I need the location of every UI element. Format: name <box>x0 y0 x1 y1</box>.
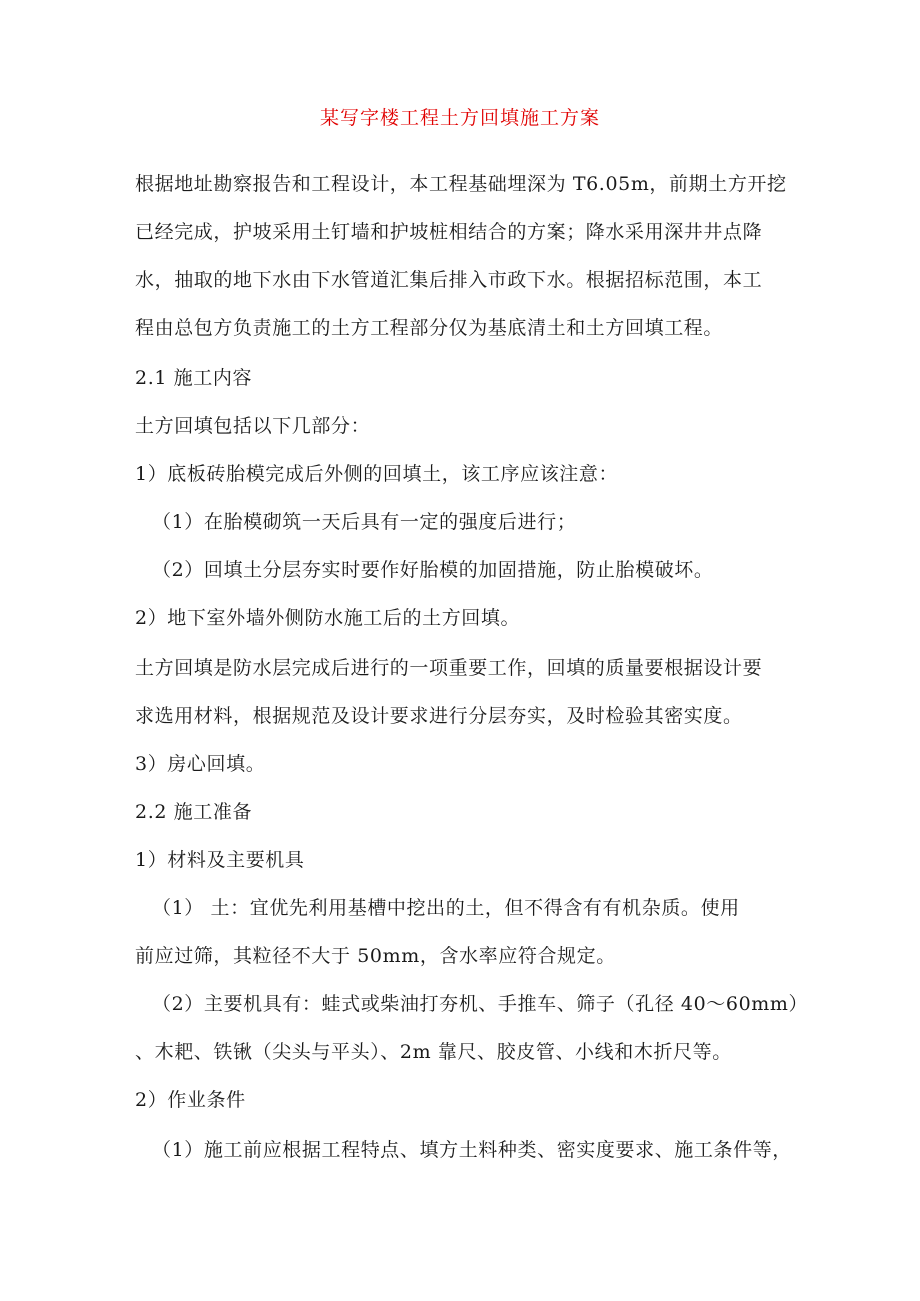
paragraph-line: 求选用材料，根据规范及设计要求进行分层夯实，及时检验其密实度。 <box>135 705 743 727</box>
list-item: 2）地下室外墙外侧防水施工后的土方回填。 <box>135 607 521 629</box>
paragraph-line: 水，抽取的地下水由下水管道汇集后排入市政下水。根据招标范围，本工 <box>135 269 763 291</box>
list-item: 1）材料及主要机具 <box>135 849 305 871</box>
sub-list-item: （2）回填土分层夯实时要作好胎模的加固措施，防止胎模破坏。 <box>152 559 714 581</box>
sub-list-item: （1）施工前应根据工程特点、填方土料种类、密实度要求、施工条件等， <box>152 1139 792 1161</box>
paragraph-line: 前应过筛，其粒径不大于 50mm，含水率应符合规定。 <box>135 945 616 967</box>
paragraph-line: 土方回填包括以下几部分： <box>135 415 371 437</box>
sub-list-item: （1） 土：宜优先利用基槽中挖出的土，但不得含有有机杂质。使用 <box>152 897 740 919</box>
paragraph-line: 、木耙、铁锹（尖头与平头）、2m 靠尺、胶皮管、小线和木折尺等。 <box>135 1041 732 1063</box>
section-heading: 2.2 施工准备 <box>135 801 253 823</box>
section-heading: 2.1 施工内容 <box>135 367 253 389</box>
paragraph-line: 根据地址勘察报告和工程设计，本工程基础埋深为 T6.05m，前期土方开挖 <box>135 173 787 195</box>
list-item: 3）房心回填。 <box>135 753 266 775</box>
document-title: 某写字楼工程土方回填施工方案 <box>319 107 600 129</box>
list-item: 1）底板砖胎模完成后外侧的回填土，该工序应该注意： <box>135 463 619 485</box>
paragraph-line: 土方回填是防水层完成后进行的一项重要工作，回填的质量要根据设计要 <box>135 657 763 679</box>
list-item: 2）作业条件 <box>135 1089 246 1111</box>
paragraph-line: 已经完成，护坡采用土钉墙和护坡桩相结合的方案；降水采用深井井点降 <box>135 221 763 243</box>
sub-list-item: （1）在胎模砌筑一天后具有一定的强度后进行； <box>152 511 577 533</box>
paragraph-line: 程由总包方负责施工的土方工程部分仅为基底清土和土方回填工程。 <box>135 317 724 339</box>
sub-list-item: （2）主要机具有：蛙式或柴油打夯机、手推车、筛子（孔径 40～60mm） <box>152 993 809 1015</box>
